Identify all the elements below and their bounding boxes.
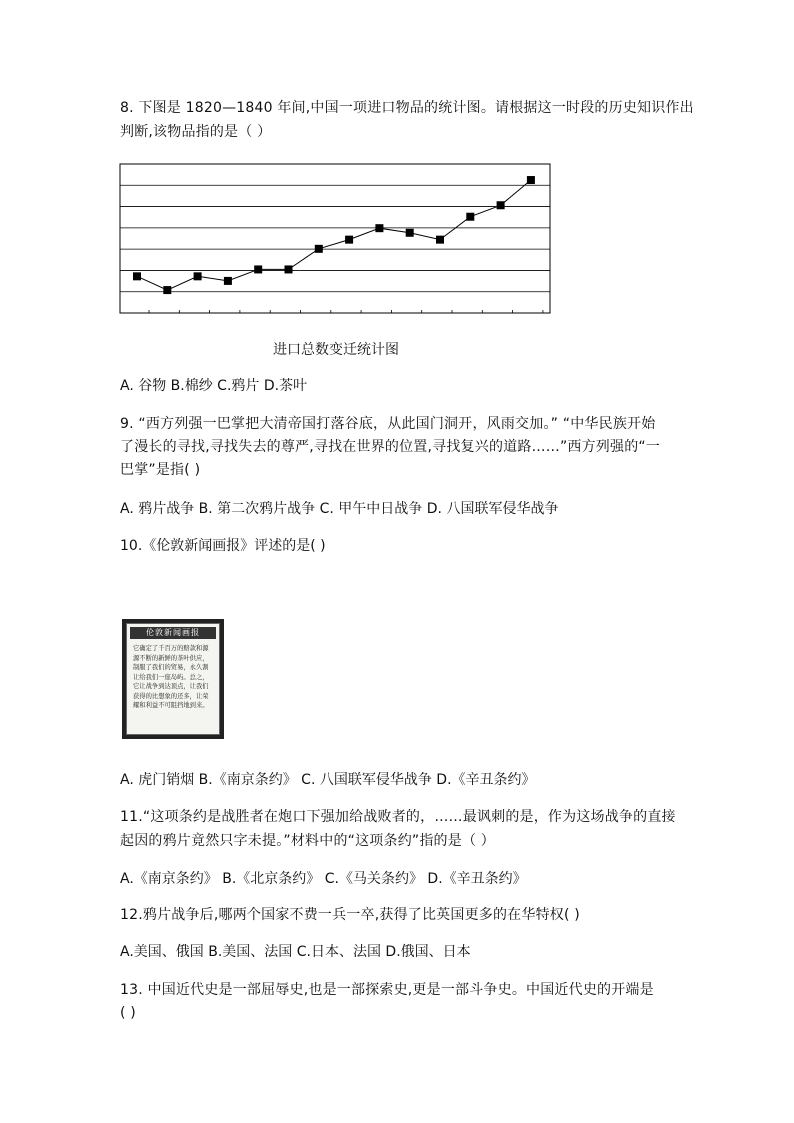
q9-line3: 巴掌”是指( ) — [120, 462, 201, 478]
q13-line1: 13. 中国近代史是一部屈辱史,也是一部探索史,更是一部斗争史。中国近代史的开端是 — [120, 982, 654, 998]
chart-data-point — [194, 272, 202, 280]
newspaper-text: 它确定了千百万的赔款和源源不断的新鲜的茶叶供应，制服了我们的贸易，永久割让给我们一座岛屿。总之，它让战争到达顶点，让我们获得的比想象的还多，让荣耀和利益不可阻挡地到来。 — [133, 645, 209, 709]
q9-line2: 了漫长的寻找,寻找失去的尊严,寻找在世界的位置,寻找复兴的道路……”西方列强的“一 — [120, 439, 661, 455]
q8-stem-line2: 判断,该物品指的是（ ） — [120, 124, 272, 140]
chart-data-point — [436, 236, 444, 244]
q10-options: A. 虎门销烟 B.《南京条约》 C. 八国联军侵华战争 D.《辛丑条约》 — [120, 772, 536, 788]
q9-line1: 9. “西方列强一巴掌把大清帝国打落谷底，从此国门洞开，风雨交加。” “中华民族开始 — [120, 416, 656, 432]
chart-data-point — [406, 229, 414, 237]
chart-data-point — [527, 176, 535, 184]
london-news-clipping — [122, 619, 224, 739]
newspaper-title: 伦敦新闻画报 — [130, 627, 216, 639]
chart-frame — [120, 164, 550, 313]
chart-data-point — [224, 277, 232, 285]
q9-options: A. 鸦片战争 B. 第二次鸦片战争 C. 甲午中日战争 D. 八国联军侵华战争 — [120, 501, 559, 517]
chart-data-point — [254, 265, 262, 273]
q12-options: A.美国、俄国 B.美国、法国 C.日本、法国 D.俄国、日本 — [120, 944, 471, 960]
import-line-chart — [119, 163, 551, 315]
q13-line2: ( ) — [120, 1005, 136, 1021]
chart-data-point — [285, 265, 293, 273]
chart-data-point — [163, 286, 171, 294]
q10-stem: 10.《伦敦新闻画报》评述的是( ) — [120, 538, 326, 554]
q11-line2: 起因的鸦片竟然只字未提。”材料中的“这项条约”指的是（ ） — [120, 833, 496, 849]
chart-data-point — [315, 245, 323, 253]
q12-stem: 12.鸦片战争后,哪两个国家不费一兵一卒,获得了比英国更多的在华特权( ) — [120, 907, 580, 923]
chart-data-point — [345, 236, 353, 244]
q8-options: A. 谷物 B.棉纱 C.鸦片 D.茶叶 — [120, 378, 308, 394]
q11-line1: 11.“这项条约是战胜者在炮口下强加给战败者的，……最讽刺的是，作为这场战争的直接 — [120, 809, 676, 825]
chart-title: 进口总数变迁统计图 — [273, 342, 399, 358]
chart-data-point — [497, 201, 505, 209]
chart-data-point — [466, 213, 474, 221]
q8-stem-line1: 8. 下图是 1820—1840 年间,中国一项进口物品的统计图。请根据这一时段的历史知识作出 — [120, 100, 694, 116]
q11-options: A.《南京条约》 B.《北京条约》 C.《马关条约》 D.《辛丑条约》 — [120, 871, 527, 887]
chart-data-point — [375, 224, 383, 232]
chart-data-point — [133, 272, 141, 280]
